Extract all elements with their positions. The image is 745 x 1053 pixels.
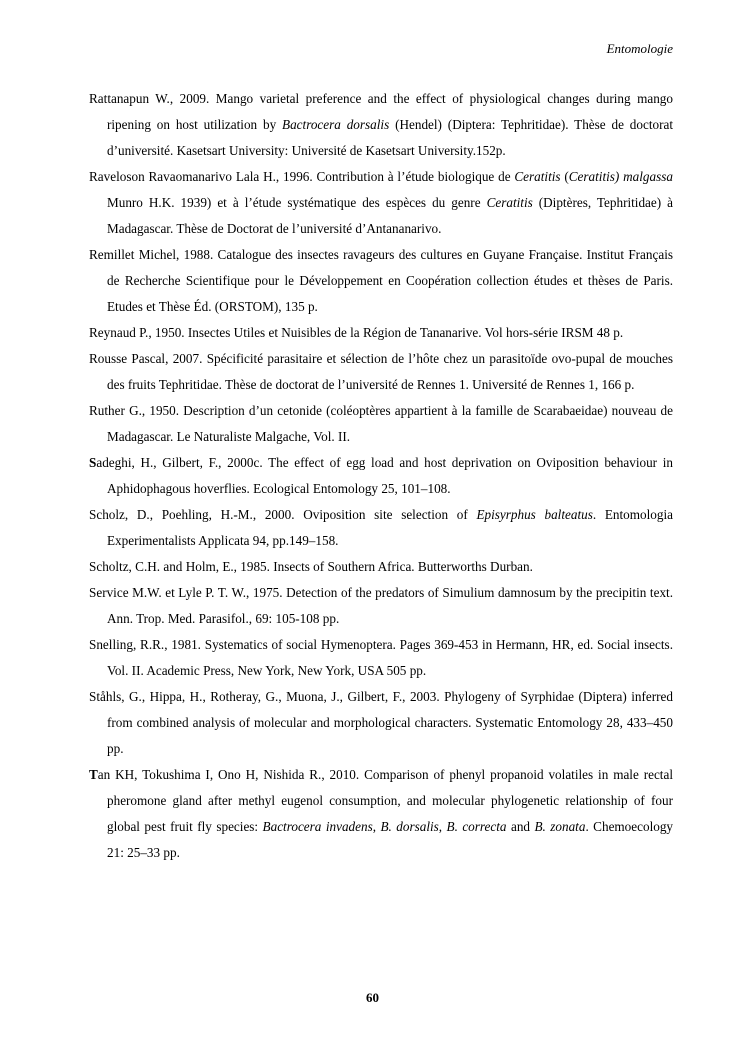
reference-entry: [89, 398, 673, 450]
page-number: 60: [366, 990, 379, 1005]
reference-italic-text: B. dorsalis: [380, 819, 439, 834]
reference-italic-text: Episyrphus balteatus: [476, 507, 593, 522]
reference-text: Scholz, D., Poehling, H.-M., 2000. Oviposition site selection of: [89, 507, 477, 522]
reference-text: ,: [438, 819, 447, 834]
reference-text: Rousse Pascal, 2007. Spécificité parasitaire et sélection de l’hôte chez un parasitoïde ovo-pupal de mouches des fruits Tephritidae. Thèse de doctorat de l’université de Rennes 1. Université de Rennes 1, 166 p.: [89, 351, 673, 392]
reference-text: Snelling, R.R., 1981. Systematics of social Hymenoptera. Pages 369-453 in Hermann, HR, ed. Social insects. Vol. II. Academic Press, New York, New York, USA 505 pp.: [89, 637, 673, 678]
reference-text: . Entomologia Experimentalists Applicata 94, pp.149–158.: [107, 507, 673, 548]
reference-italic-text: Ceratitis: [514, 169, 561, 184]
reference-text: Raveloson Ravaomanarivo Lala H., 1996. Contribution à l’étude biologique de: [89, 169, 515, 184]
reference-italic-text: Bactrocera invadens: [262, 819, 373, 834]
reference-entry: [89, 164, 673, 242]
reference-entry: [89, 320, 673, 346]
reference-text: S: [89, 455, 97, 470]
reference-entry: [89, 502, 673, 554]
reference-text: (Diptères, Tephritidae) à Madagascar. Thèse de Doctorat de l’université d’Antananarivo.: [107, 195, 674, 236]
reference-list: [89, 86, 673, 866]
reference-text: T: [89, 767, 98, 782]
reference-text: . Chemoecology 21: 25–33 pp.: [107, 819, 674, 860]
reference-entry: [89, 450, 673, 502]
reference-text: adeghi, H., Gilbert, F., 2000c. The effect of egg load and host deprivation on Oviposition behaviour in Aphidophagous hoverflies. Ecological Entomology 25, 101–108.: [96, 455, 673, 496]
reference-text: Reynaud P., 1950. Insectes Utiles et Nuisibles de la Région de Tananarive. Vol hors-série IRSM 48 p.: [89, 325, 624, 340]
reference-italic-text: B. correcta: [446, 819, 507, 834]
reference-text: and: [506, 819, 535, 834]
reference-italic-text: Ceratitis: [486, 195, 533, 210]
reference-text: Munro H.K. 1939) et à l’étude systématique des espèces du genre: [107, 195, 487, 210]
reference-entry: [89, 684, 673, 762]
reference-entry: [89, 86, 673, 164]
reference-text: (: [560, 169, 569, 184]
running-header: Entomologie: [606, 41, 673, 56]
reference-entry: [89, 554, 673, 580]
reference-italic-text: Ceratitis) malgassa: [568, 169, 673, 184]
reference-entry: [89, 580, 673, 632]
reference-text: Ståhls, G., Hippa, H., Rotheray, G., Muona, J., Gilbert, F., 2003. Phylogeny of Syrphidae (Diptera) inferred from combined analysis of molecular and morphological characters. Systematic Entomology 28, 433–450 pp.: [89, 689, 673, 756]
reference-text: Ruther G., 1950. Description d’un cetonide (coléoptères appartient à la famille de Scarabaeidae) nouveau de Madagascar. Le Naturaliste Malgache, Vol. II.: [89, 403, 673, 444]
reference-italic-text: Bactrocera dorsalis: [282, 117, 390, 132]
reference-italic-text: B. zonata: [534, 819, 586, 834]
reference-text: an KH, Tokushima I, Ono H, Nishida R., 2010. Comparison of phenyl propanoid volatiles in male rectal pheromone gland after methyl eugenol consumption, and molecular phylogenetic relationship of four global pest fruit fly species:: [97, 767, 673, 834]
reference-text: Service M.W. et Lyle P. T. W., 1975. Detection of the predators of Simulium damnosum by the precipitin text. Ann. Trop. Med. Parasifol., 69: 105-108 pp.: [89, 585, 673, 626]
reference-entry: [89, 762, 673, 866]
reference-entry: [89, 242, 673, 320]
reference-entry: [89, 346, 673, 398]
reference-text: Remillet Michel, 1988. Catalogue des insectes ravageurs des cultures en Guyane Française. Institut Français de Recherche Scientifique pour le Développement en Coopération collection études et thèses de Paris. Etudes et Thèse Éd. (ORSTOM), 135 p.: [89, 247, 673, 314]
reference-text: Rattanapun W., 2009. Mango varietal preference and the effect of physiological changes during mango ripening on host utilization by: [89, 91, 673, 132]
reference-text: Scholtz, C.H. and Holm, E., 1985. Insects of Southern Africa. Butterworths Durban.: [89, 559, 533, 574]
reference-text: ,: [372, 819, 381, 834]
reference-text: (Hendel) (Diptera: Tephritidae). Thèse de doctorat d’université. Kasetsart University: Université de Kasetsart University.152p.: [107, 117, 674, 158]
reference-entry: [89, 632, 673, 684]
